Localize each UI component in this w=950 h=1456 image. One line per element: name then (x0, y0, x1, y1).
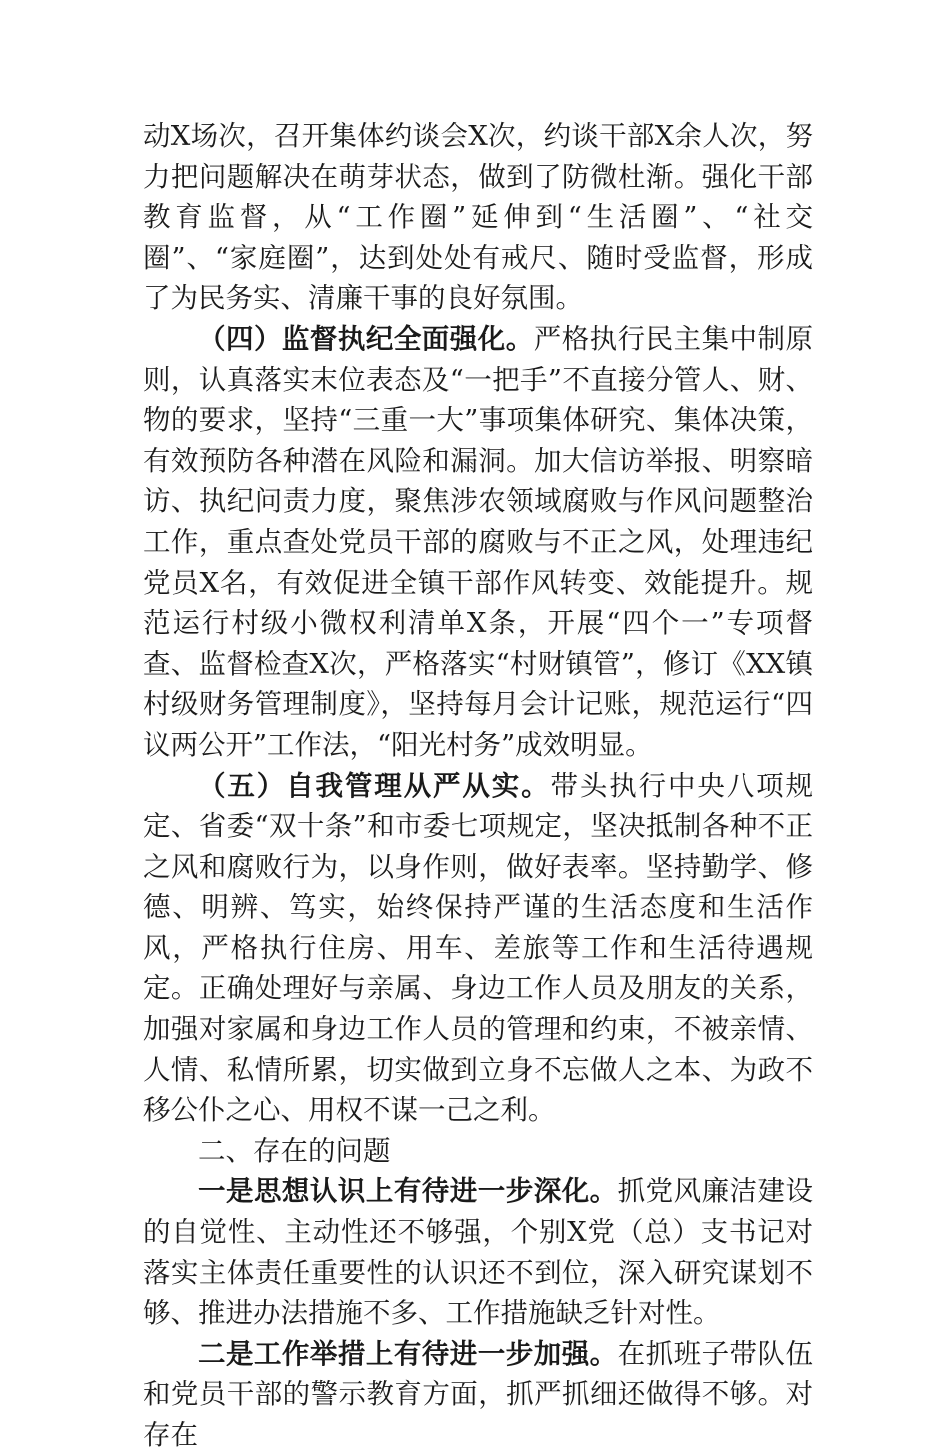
paragraph-continuation: 动X场次，召开集体约谈会X次，约谈干部X余人次，努力把问题解决在萌芽状态，做到了防微杜渐。强化干部教育监督，从“工作圈”延伸到“生活圈”、“社交圈”、“家庭圈”，达到处处有戒尺、随时受监督，形成了为民务实、清廉干事的良好氛围。 (143, 120, 813, 315)
paragraph-body: 在抓班子带队伍和党员干部的警示教育方面，抓严抓细还做得不够。对存在 (143, 1337, 814, 1451)
paragraph-supervision (143, 319, 813, 766)
paragraph-lead: 一是思想认识上有待进一步深化。 (198, 1175, 618, 1208)
paragraph-problem-two (143, 1334, 813, 1456)
paragraph-lead: （四）监督执纪全面强化。 (198, 322, 534, 355)
paragraph-body: 带头执行中央八项规定、省委“双十条”和市委七项规定，坚决抵制各种不正之风和腐败行为，以身作则，做好表率。坚持勤学、修德、明辨、笃实，始终保持严谨的生活态度和生活作风，严格执行住房、用车、差旅等工作和生活待遇规定。正确处理好与亲属、身边工作人员及朋友的关系，加强对家属和身边工作人员的管理和约束，不被亲情、人情、私情所累，切实做到立身不忘做人之本、为政不移公仆之心、用权不谋一己之利。 (143, 769, 813, 1127)
paragraph-body: 严格执行民主集中制原则，认真落实末位表态及“一把手”不直接分管人、财、物的要求，坚持“三重一大”事项集体研究、集体决策，有效预防各种潜在风险和漏洞。加大信访举报、明察暗访、执纪问责力度，聚焦涉农领域腐败与作风问题整治工作，重点查处党员干部的腐败与不正之风，处理违纪党员X名，有效促进全镇干部作风转变、效能提升。规范运行村级小微权利清单X条，开展“四个一”专项督查、监督检查X次，严格落实“村财镇管”，修订《XX镇村级财务管理制度》，坚持每月会计记账，规范运行“四议两公开”工作法，“阳光村务”成效明显。 (143, 322, 814, 761)
document-page (143, 116, 813, 1456)
paragraph-self-management (143, 766, 813, 1131)
paragraph-lead: （五）自我管理从严从实。 (198, 769, 551, 802)
paragraph-body: 抓党风廉洁建设的自觉性、主动性还不够强，个别X党（总）支书记对落实主体责任重要性的认识还不到位，深入研究谋划不够、推进办法措施不多、工作措施缺乏针对性。 (143, 1175, 814, 1330)
section-heading: 二、存在的问题 (198, 1134, 391, 1167)
paragraph-lead: 二是工作举措上有待进一步加强。 (198, 1337, 618, 1370)
paragraph-problem-one (143, 1171, 813, 1333)
